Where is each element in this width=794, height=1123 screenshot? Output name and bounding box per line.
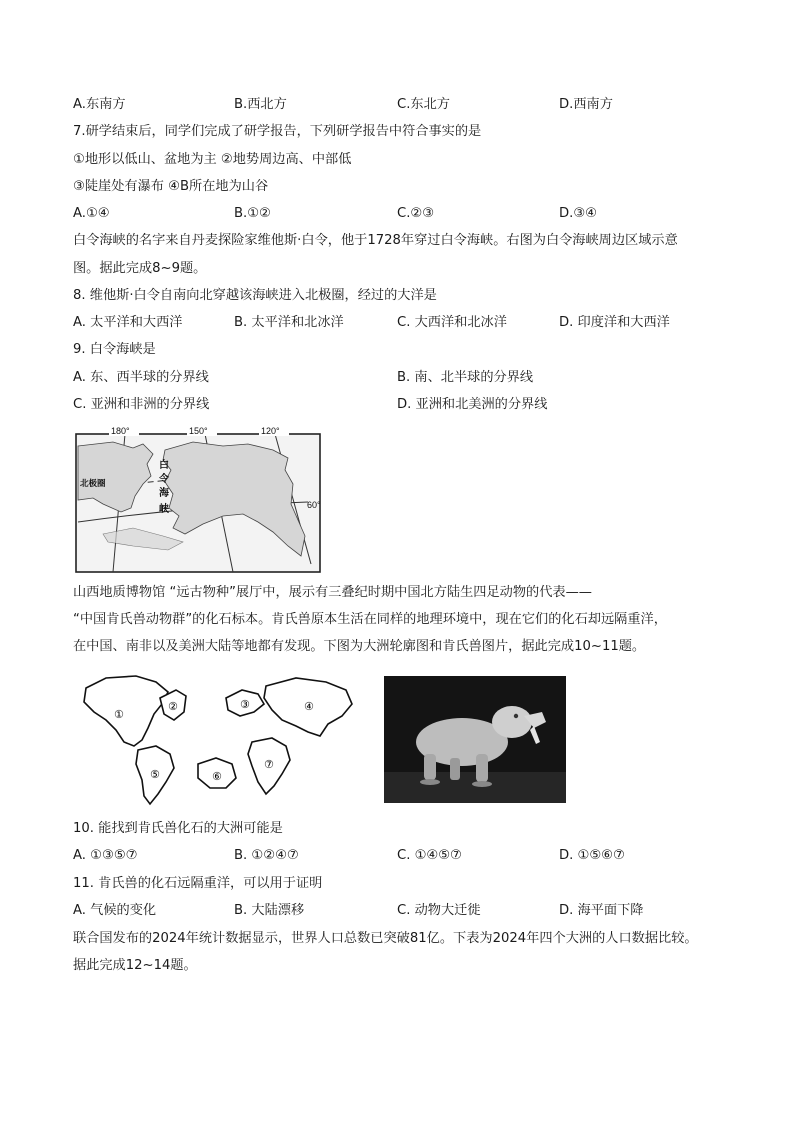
q6-option-a: A.东南方	[73, 97, 126, 112]
q7-statement-2: ③陡崖处有瀑布 ④B所在地为山谷	[73, 179, 269, 194]
q9-option-c: C. 亚洲和非洲的分界线	[73, 397, 210, 412]
q7-option-c: C.②③	[397, 206, 435, 221]
lystrosaurus-passage-line-1: 山西地质博物馆 “远古物种”展厅中，展示有三叠纪时期中国北方陆生四足动物的代表——	[73, 585, 592, 600]
q8-stem: 8. 维他斯·白令自南向北穿越该海峡进入北极圈，经过的大洋是	[73, 288, 437, 303]
continent-label-4: ④	[304, 700, 314, 713]
q11-stem: 11. 肯氏兽的化石远隔重洋，可以用于证明	[73, 876, 323, 891]
q11-option-a: A. 气候的变化	[73, 903, 157, 918]
strait-char-2: 令	[159, 474, 169, 485]
q6-option-b: B.西北方	[234, 97, 287, 112]
q11-option-d: D. 海平面下降	[559, 903, 644, 918]
q10-option-d: D. ①⑤⑥⑦	[559, 848, 625, 863]
bering-passage-line-1: 白令海峡的名字来自丹麦探险家维他斯·白令，他于1728年穿过白令海峡。右图为白令海峡周边区域示意	[73, 233, 678, 248]
continent-label-7: ⑦	[264, 758, 274, 771]
lystrosaurus-passage-line-3: 在中国、南非以及美洲大陆等地都有发现。下图为大洲轮廓图和肯氏兽图片，据此完成10~11题。	[73, 639, 646, 654]
lon-label-180: 180°	[111, 426, 130, 436]
continent-outline-map	[76, 668, 358, 808]
continent-label-5: ⑤	[150, 768, 160, 781]
q7-statement-1: ①地形以低山、盆地为主 ②地势周边高、中部低	[73, 152, 352, 167]
continent-label-1: ①	[114, 708, 124, 721]
q7-stem: 7.研学结束后，同学们完成了研学报告，下列研学报告中符合事实的是	[73, 124, 482, 139]
q8-option-b: B. 太平洋和北冰洋	[234, 315, 344, 330]
q6-option-c: C.东北方	[397, 97, 450, 112]
q11-option-b: B. 大陆漂移	[234, 903, 305, 918]
continent-1-shape	[84, 676, 168, 746]
population-passage-line-1: 联合国发布的2024年统计数据显示，世界人口总数已突破81亿。下表为2024年四个大洲的人口数据比较。	[73, 931, 698, 946]
continent-label-6: ⑥	[212, 770, 222, 783]
q9-option-a: A. 东、西半球的分界线	[73, 370, 209, 385]
population-passage-line-2: 据此完成12~14题。	[73, 958, 197, 973]
strait-char-4: 峡	[159, 504, 169, 515]
q8-option-c: C. 大西洋和北冰洋	[397, 315, 507, 330]
q9-stem: 9. 白令海峡是	[73, 342, 156, 357]
q9-option-d: D. 亚洲和北美洲的分界线	[397, 397, 548, 412]
q11-option-c: C. 动物大迁徙	[397, 903, 481, 918]
q7-option-d: D.③④	[559, 206, 597, 221]
q10-stem: 10. 能找到肯氏兽化石的大洲可能是	[73, 821, 283, 836]
lon-label-150: 150°	[189, 426, 208, 436]
q10-option-a: A. ①③⑤⑦	[73, 848, 138, 863]
q10-option-b: B. ①②④⑦	[234, 848, 299, 863]
lon-label-120: 120°	[261, 426, 280, 436]
bering-passage-line-2: 图。据此完成8~9题。	[73, 261, 207, 276]
q8-option-a: A. 太平洋和大西洋	[73, 315, 183, 330]
q10-option-c: C. ①④⑤⑦	[397, 848, 462, 863]
arctic-circle-label: 北极圈	[80, 478, 106, 488]
continent-label-2: ②	[168, 700, 178, 713]
q7-option-a: A.①④	[73, 206, 110, 221]
bering-strait-map	[73, 424, 325, 576]
lystrosaurus-photo	[384, 676, 566, 803]
q9-option-b: B. 南、北半球的分界线	[397, 370, 534, 385]
lat-label-60: 60°	[307, 500, 321, 510]
q6-option-d: D.西南方	[559, 97, 613, 112]
lystrosaurus-passage-line-2: “中国肯氏兽动物群”的化石标本。肯氏兽原本生活在同样的地理环境中，现在它们的化石却远隔重洋，	[73, 612, 667, 627]
q7-option-b: B.①②	[234, 206, 271, 221]
continent-label-3: ③	[240, 698, 250, 711]
q8-option-d: D. 印度洋和大西洋	[559, 315, 670, 330]
strait-char-1: 白	[159, 460, 169, 471]
strait-char-3: 海	[159, 488, 169, 499]
